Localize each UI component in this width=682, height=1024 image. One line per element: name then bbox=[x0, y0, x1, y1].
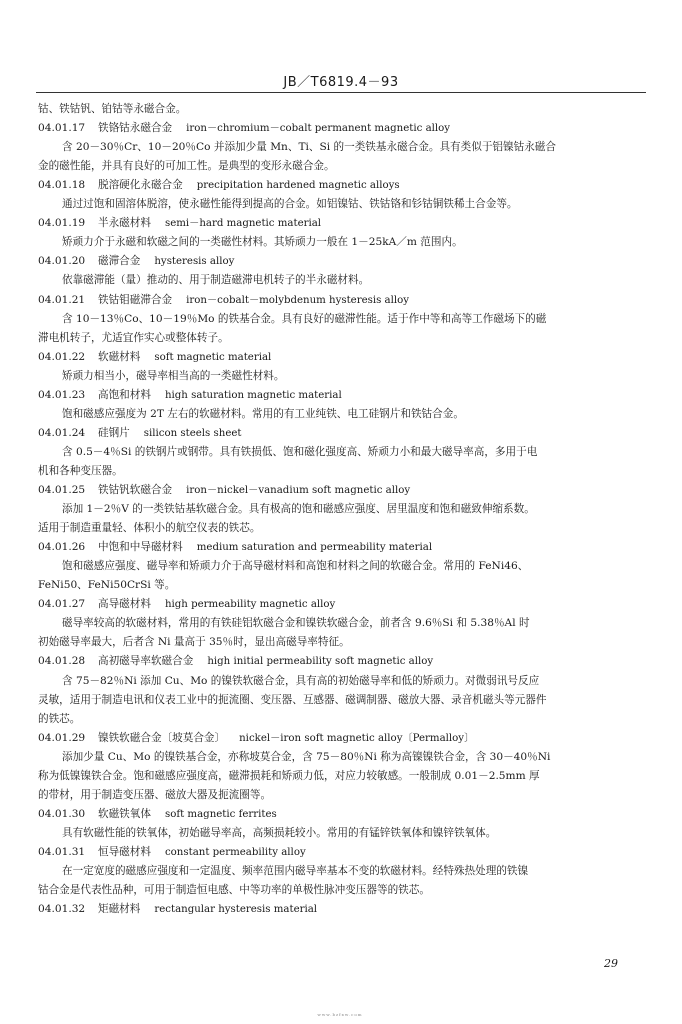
definition-line: 具有软磁性能的铁氧体，初始磁导率高，高频损耗较小。常用的有锰锌铁氧体和镍锌铁氧体。 bbox=[62, 826, 497, 839]
term-english: iron－chromium－cobalt permanent magnetic alloy bbox=[186, 123, 451, 135]
definition-line: 依靠磁滞能（量）推动的、用于制造磁滞电机转子的半永磁材料。 bbox=[62, 274, 370, 287]
term-chinese: 矩磁材料 bbox=[98, 903, 141, 916]
term-entry bbox=[38, 481, 648, 500]
term-chinese: 铁铬钴永磁合金 bbox=[98, 122, 173, 135]
definition-line: FeNi50、FeNi50CrSi 等。 bbox=[38, 579, 176, 592]
standard-header: JB／T6819.4－93 bbox=[283, 75, 399, 90]
term-english: medium saturation and permeability material bbox=[196, 542, 433, 554]
term-chinese: 中饱和中导磁材料 bbox=[98, 541, 183, 554]
definition-line: 饱和磁感应强度、磁导率和矫顽力介于高导磁材料和高饱和材料之间的软磁合金。常用的 FeNi46、 bbox=[62, 560, 529, 573]
term-chinese: 软磁材料 bbox=[98, 350, 141, 363]
term-entry bbox=[38, 805, 648, 824]
term-entry bbox=[38, 595, 648, 614]
term-english: hysteresis alloy bbox=[154, 256, 235, 268]
term-code: 04.01.19 bbox=[38, 217, 86, 230]
term-code: 04.01.28 bbox=[38, 655, 86, 668]
term-code: 04.01.27 bbox=[38, 598, 86, 611]
term-english: high permeability magnetic alloy bbox=[164, 599, 336, 611]
term-english: iron－cobalt－molybdenum hysteresis alloy bbox=[186, 294, 410, 306]
definition-line: 机和各种变压器。 bbox=[38, 464, 123, 477]
term-english: rectangular hysteresis material bbox=[154, 904, 318, 916]
term-english: constant permeability alloy bbox=[164, 846, 306, 858]
term-entry bbox=[38, 424, 648, 443]
definition-line: 磁导率较高的软磁材料，常用的有铁硅铝软磁合金和镍铁软磁合金，前者含 9.6％Si 和 5.38％Al 时 bbox=[62, 617, 530, 630]
definition-line: 矫顽力介于永磁和软磁之间的一类磁性材料。其矫顽力一般在 1－25kA／m 范围内。 bbox=[62, 236, 463, 249]
term-entry bbox=[38, 386, 648, 405]
term-chinese: 铁钴钒软磁合金 bbox=[98, 484, 173, 496]
term-entry bbox=[38, 252, 648, 271]
definition-line: 含 75－82％Ni 添加 Cu、Mo 的镍铁软磁合金，具有高的初始磁导率和低的矫顽力。对微弱讯号反应 bbox=[62, 674, 540, 687]
term-entry bbox=[38, 291, 648, 310]
term-entry bbox=[38, 119, 648, 138]
definition-line: 金的磁性能，并具有良好的可加工性。是典型的变形永磁合金。 bbox=[38, 160, 335, 173]
definition-line: 通过过饱和固溶体脱溶，使永磁性能得到提高的合金。如铝镍钴、铁钴铬和钐钴铜铁稀土合金等。 bbox=[62, 198, 518, 211]
term-english: precipitation hardened magnetic alloys bbox=[196, 180, 400, 192]
definition-line: 添加 1－2％V 的一类铁钴基软磁合金。具有极高的饱和磁感应强度、居里温度和饱和磁致伸缩系数。 bbox=[62, 503, 535, 516]
term-code: 04.01.25 bbox=[38, 484, 86, 496]
term-chinese: 镍铁软磁合金〔坡莫合金〕 bbox=[98, 731, 226, 744]
definition-line: 在一定宽度的磁感应强度和一定温度、频率范围内磁导率基本不变的软磁材料。经特殊热处理的铁镍 bbox=[62, 865, 529, 877]
definition-line: 添加少量 Cu、Mo 的镍铁基合金，亦称坡莫合金，含 75－80％Ni 称为高镍镍铁合金，含 30－40％Ni bbox=[62, 750, 551, 763]
definition-line: 含 20－30％Cr、10－20％Co 并添加少量 Mn、Ti、Si 的一类铁基永磁合金。具有类似于铝镍钴永磁合 bbox=[62, 141, 556, 154]
term-code: 04.01.21 bbox=[38, 293, 86, 306]
page-number: 29 bbox=[604, 957, 618, 970]
term-english: high saturation magnetic material bbox=[164, 389, 342, 401]
term-code: 04.01.32 bbox=[38, 903, 86, 916]
term-entry bbox=[38, 900, 648, 919]
term-chinese: 恒导磁材料 bbox=[98, 845, 151, 858]
term-chinese: 高导磁材料 bbox=[98, 598, 151, 611]
definition-line: 的带材，用于制造变压器、磁放大器及扼流圈等。 bbox=[38, 788, 272, 801]
term-english: silicon steels sheet bbox=[143, 427, 242, 439]
term-chinese: 磁滞合金 bbox=[98, 255, 141, 268]
definition-line: 适用于制造重量轻、体积小的航空仪表的铁芯。 bbox=[38, 522, 261, 535]
term-code: 04.01.30 bbox=[38, 807, 86, 820]
term-entry bbox=[38, 729, 648, 748]
term-entry bbox=[38, 538, 648, 557]
term-entry bbox=[38, 214, 648, 233]
term-code: 04.01.26 bbox=[38, 541, 86, 554]
definition-line: 钴、铁钴钒、铂钴等永磁合金。 bbox=[38, 103, 187, 115]
definition-line: 的铁芯。 bbox=[38, 712, 81, 725]
term-chinese: 硅钢片 bbox=[98, 426, 130, 439]
term-entry bbox=[38, 176, 648, 195]
term-chinese: 半永磁材料 bbox=[98, 217, 151, 230]
definition-line: 初始磁导率最大，后者含 Ni 量高于 35％时，显出高磁导率特征。 bbox=[38, 636, 350, 649]
term-code: 04.01.31 bbox=[38, 845, 86, 858]
term-code: 04.01.18 bbox=[38, 179, 86, 192]
term-code: 04.01.23 bbox=[38, 388, 86, 401]
term-code: 04.01.22 bbox=[38, 350, 86, 363]
definition-line: 钴合金是代表性品种，可用于制造恒电感、中等功率的单极性脉冲变压器等的铁芯。 bbox=[38, 884, 430, 897]
term-english: iron－nickel－vanadium soft magnetic alloy bbox=[186, 485, 411, 496]
definition-line: 含 10－13％Co、10－19％Mo 的铁基合金。具有良好的磁滞性能。适于作中等和高等工作磁场下的磁 bbox=[62, 312, 547, 325]
term-chinese: 软磁铁氧体 bbox=[98, 807, 151, 820]
footer-watermark: www.bzfxw.com bbox=[317, 1012, 363, 1017]
term-english: high initial permeability soft magnetic alloy bbox=[207, 656, 434, 668]
term-entry bbox=[38, 843, 648, 862]
term-chinese: 高饱和材料 bbox=[98, 388, 151, 401]
term-entry bbox=[38, 652, 648, 671]
term-english: soft magnetic material bbox=[154, 351, 272, 363]
definition-line: 滞电机转子，尤适宜作实心或整体转子。 bbox=[38, 331, 229, 344]
term-chinese: 铁钴钼磁滞合金 bbox=[98, 293, 173, 306]
definition-line: 灵敏，适用于制造电讯和仪表工业中的扼流圈、变压器、互感器、磁调制器、磁放大器、录音机磁头等元器件 bbox=[38, 693, 547, 706]
term-chinese: 脱溶硬化永磁合金 bbox=[98, 179, 183, 192]
term-code: 04.01.29 bbox=[38, 731, 86, 744]
term-english: nickel－iron soft magnetic alloy〔Permalloy〕 bbox=[239, 732, 475, 744]
definition-line: 饱和磁感应强度为 2T 左右的软磁材料。常用的有工业纯铁、电工硅钢片和铁钴合金。 bbox=[62, 407, 464, 420]
term-code: 04.01.24 bbox=[38, 426, 86, 439]
term-english: soft magnetic ferrites bbox=[164, 808, 277, 820]
term-entry bbox=[38, 348, 648, 367]
term-chinese: 高初磁导率软磁合金 bbox=[98, 655, 194, 668]
header-rule bbox=[36, 92, 646, 93]
definition-line: 矫顽力相当小，磁导率相当高的一类磁性材料。 bbox=[62, 369, 285, 382]
term-english: semi－hard magnetic material bbox=[164, 218, 322, 230]
term-code: 04.01.20 bbox=[38, 255, 86, 268]
term-code: 04.01.17 bbox=[38, 122, 86, 135]
definition-line: 称为低镍镍铁合金。饱和磁感应强度高，磁滞损耗和矫顽力低，对应力较敏感。一般制成 0.01－2.5mm 厚 bbox=[38, 769, 540, 782]
definition-line: 含 0.5－4％Si 的铁钢片或钢带。具有铁损低、饱和磁化强度高、矫顽力小和最大磁导率高，多用于电 bbox=[62, 445, 538, 458]
